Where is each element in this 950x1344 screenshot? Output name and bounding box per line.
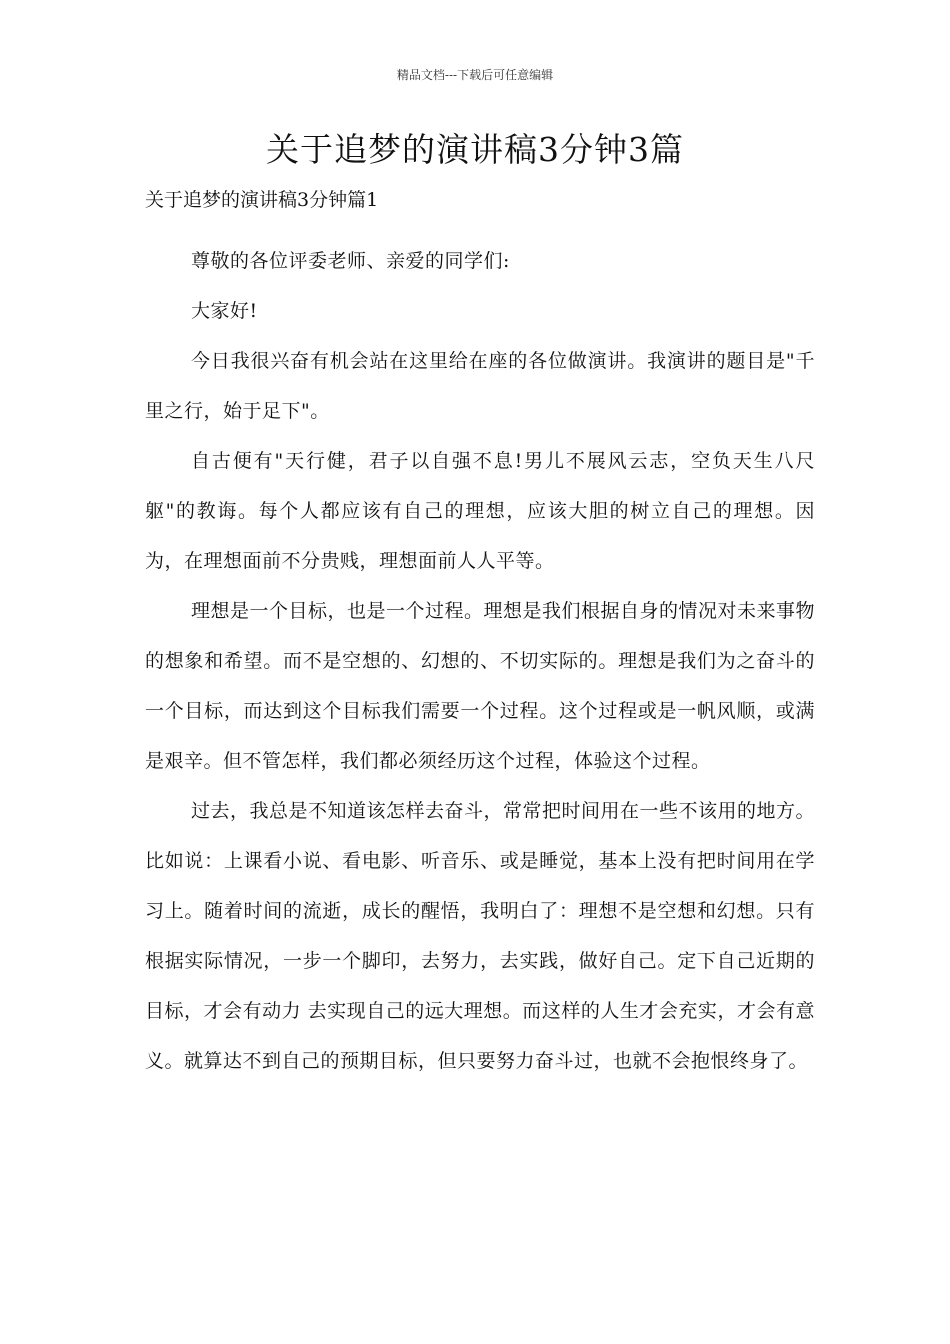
paragraph-greeting: 尊敬的各位评委老师、亲爱的同学们:: [191, 250, 510, 272]
section-heading: 关于追梦的演讲稿3分钟篇1: [145, 189, 379, 211]
paragraph-intro: 今日我很兴奋有机会站在这里给在座的各位做演讲。我演讲的题目是"千里之行，始于足下"。: [145, 350, 815, 422]
paragraph-ideal-origin: 自古便有"天行健，君子以自强不息!男儿不展风云志，空负天生八尺躯"的教诲。每个人都应该有自己的理想，应该大胆的树立自己的理想。因为，在理想面前不分贵贱，理想面前人人平等。: [145, 450, 815, 572]
document-title: 关于追梦的演讲稿3分钟3篇: [266, 130, 684, 169]
paragraph-hello: 大家好!: [191, 300, 258, 322]
paragraph-ideal-process: 理想是一个目标，也是一个过程。理想是我们根据自身的情况对未来事物的想象和希望。而不是空想的、幻想的、不切实际的。理想是我们为之奋斗的一个目标，而达到这个目标我们需要一个过程。这个过程或是一帆风顺，或满是艰辛。但不管怎样，我们都必须经历这个过程，体验这个过程。: [145, 600, 816, 772]
body-text: [145, 236, 815, 1086]
paragraph-past-reflection: 过去，我总是不知道该怎样去奋斗，常常把时间用在一些不该用的地方。比如说：上课看小说、看电影、听音乐、或是睡觉，基本上没有把时间用在学习上。随着时间的流逝，成长的醒悟，我明白了：理想不是空想和幻想。只有根据实际情况，一步一个脚印，去努力，去实践，做好自己。定下自己近期的目标，才会有动力 去实现自己的远大理想。而这样的人生才会充实，才会有意义。就算达不到自己的预期目标，但只要努力奋斗过，也就不会抱恨终身了。: [145, 800, 816, 1072]
header-note: 精品文档---下载后可任意编辑: [396, 68, 554, 82]
